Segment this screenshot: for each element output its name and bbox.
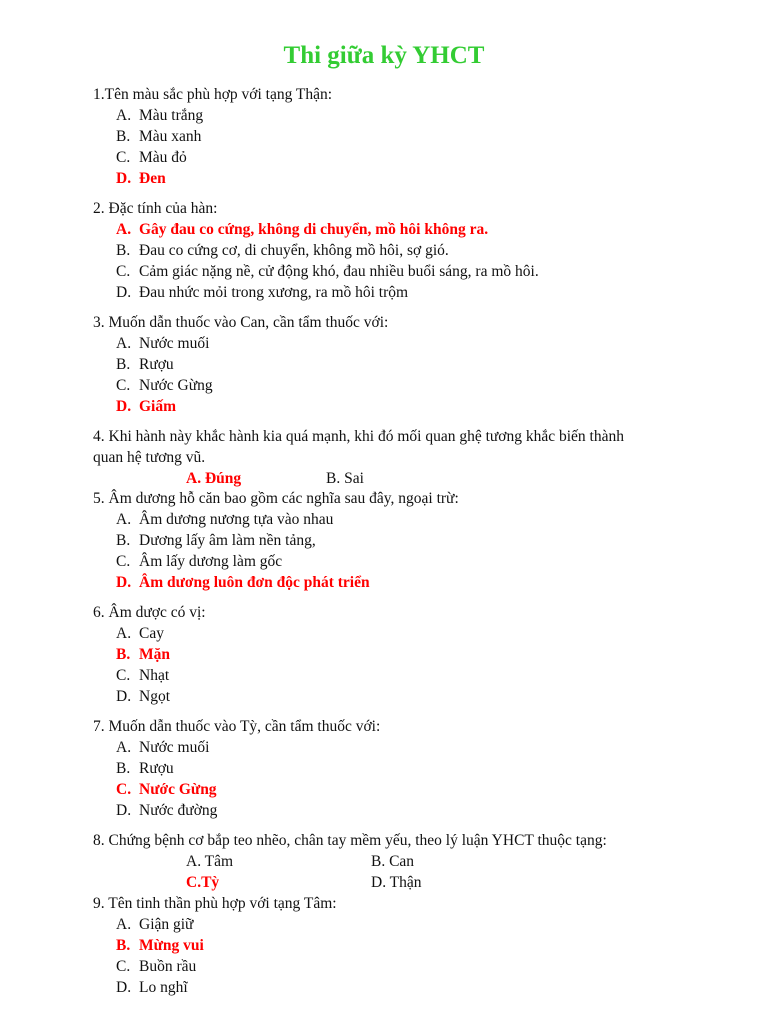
option-3d-correct: D. Giấm <box>116 398 177 415</box>
option-4a-correct: A. Đúng <box>186 470 242 487</box>
option-7c-correct: C. Nước Gừng <box>116 781 217 798</box>
option-2c: C. Cảm giác nặng nề, cử động khó, đau nhiều buổi sáng, ra mồ hôi. <box>116 263 539 280</box>
option-6b-correct: B. Mặn <box>116 646 170 663</box>
option-2b: B. Đau co cứng cơ, di chuyển, không mồ hôi, sợ gió. <box>116 242 449 259</box>
option-5a: A. Âm dương nương tựa vào nhau <box>116 511 334 528</box>
option-8c-correct: C.Tỳ <box>186 874 220 891</box>
option-1b: B. Màu xanh <box>116 128 202 145</box>
question-4-line1: 4. Khi hành này khắc hành kia quá mạnh, khi đó mối quan ghệ tương khắc biến thành <box>93 428 624 445</box>
option-3c: C. Nước Gừng <box>116 377 213 394</box>
option-6a: A. Cay <box>116 625 164 642</box>
option-2a-correct: A. Gây đau co cứng, không di chuyển, mồ hôi không ra. <box>116 221 489 238</box>
question-5: 5. Âm dương hỗ căn bao gồm các nghĩa sau đây, ngoại trừ: <box>93 490 459 507</box>
option-1a: A. Màu trắng <box>116 107 204 124</box>
question-3: 3. Muốn dẫn thuốc vào Can, cần tẩm thuốc với: <box>93 314 389 331</box>
option-8b: B. Can <box>371 853 415 870</box>
page-title: Thi giữa kỳ YHCT <box>283 42 485 69</box>
option-8a: A. Tâm <box>186 853 234 870</box>
question-1: 1.Tên màu sắc phù hợp với tạng Thận: <box>93 86 333 103</box>
option-8d: D. Thận <box>371 874 422 891</box>
option-5d-correct: D. Âm dương luôn đơn độc phát triển <box>116 574 370 591</box>
question-7: 7. Muốn dẫn thuốc vào Tỳ, cần tẩm thuốc với: <box>93 718 381 735</box>
option-5c: C. Âm lấy dương làm gốc <box>116 553 283 570</box>
option-2d: D. Đau nhức mỏi trong xương, ra mồ hôi trộm <box>116 284 409 301</box>
option-6d: D. Ngọt <box>116 688 170 705</box>
question-8: 8. Chứng bệnh cơ bắp teo nhẽo, chân tay mềm yếu, theo lý luận YHCT thuộc tạng: <box>93 832 607 849</box>
option-7d: D. Nước đường <box>116 802 218 819</box>
option-9b-correct: B. Mừng vui <box>116 937 204 954</box>
option-3a: A. Nước muối <box>116 335 210 352</box>
option-1c: C. Màu đỏ <box>116 149 187 166</box>
question-2: 2. Đặc tính của hàn: <box>93 200 218 217</box>
option-5b: B. Dương lấy âm làm nền tảng, <box>116 532 316 549</box>
question-6: 6. Âm dược có vị: <box>93 604 206 621</box>
option-6c: C. Nhạt <box>116 667 170 684</box>
option-9c: C. Buồn rầu <box>116 958 197 975</box>
option-1d-correct: D. Đen <box>116 170 166 187</box>
question-9: 9. Tên tinh thần phù hợp với tạng Tâm: <box>93 895 337 912</box>
option-7a: A. Nước muối <box>116 739 210 756</box>
option-4b: B. Sai <box>326 470 364 487</box>
option-7b: B. Rượu <box>116 760 174 777</box>
option-9d: D. Lo nghĩ <box>116 979 188 996</box>
option-9a: A. Giận giữ <box>116 916 194 933</box>
question-4-line2: quan hệ tương vũ. <box>93 449 206 466</box>
option-3b: B. Rượu <box>116 356 174 373</box>
